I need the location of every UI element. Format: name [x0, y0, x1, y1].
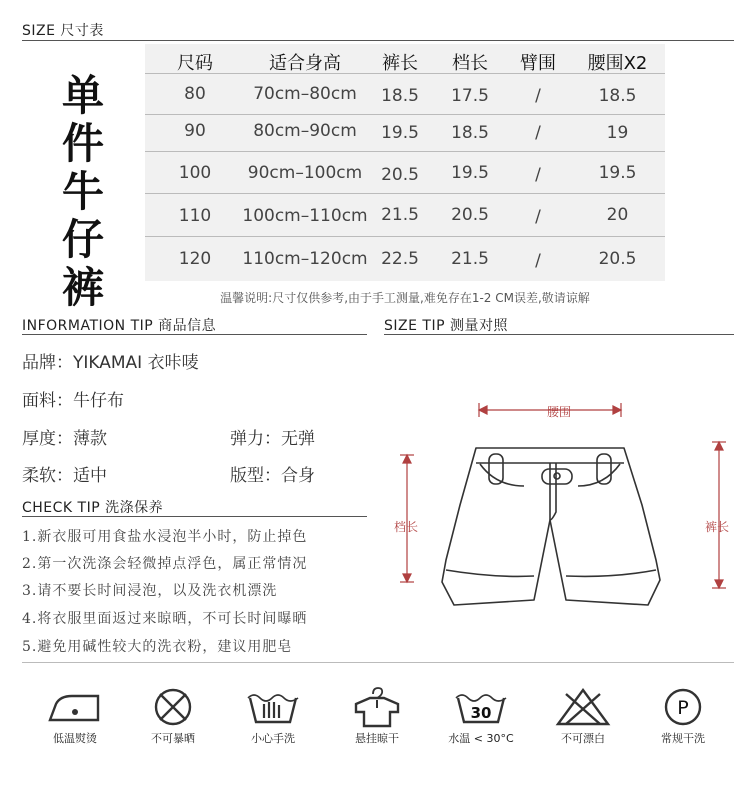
table-cell: 90cm–100cm [247, 163, 363, 183]
table-divider [145, 151, 665, 152]
care-label: 水温 < 30°C [448, 732, 514, 745]
table-cell: 22.5 [381, 249, 419, 269]
table-cell: 21.5 [451, 249, 489, 269]
divider [22, 662, 734, 663]
elasticity-text: 弹力：无弹 [230, 429, 315, 449]
wash-temp-number: 30 [470, 704, 492, 722]
col-header-size: 尺码 [177, 53, 213, 74]
table-cell: 18.5 [598, 86, 637, 106]
table-divider [145, 114, 665, 115]
table-cell: 20 [606, 205, 629, 225]
table-divider [145, 236, 665, 237]
title-char: 件 [61, 119, 104, 168]
care-instruction: 2.第一次洗涤会轻微掉点浮色，属正常情况 [22, 556, 308, 572]
col-header-length: 裤长 [382, 53, 418, 74]
care-label: 低温熨烫 [53, 732, 97, 745]
table-cell: 100cm–110cm [242, 206, 368, 226]
care-label: 不可漂白 [561, 732, 605, 745]
thickness-text: 厚度：薄款 [22, 429, 107, 449]
title-char: 牛 [61, 167, 104, 216]
size-tip-title: SIZE TIP 测量对照 [384, 318, 508, 334]
table-cell: 90 [184, 121, 206, 141]
check-section-title: CHECK TIP 洗涤保养 [22, 500, 164, 516]
dry-clean-letter: P [677, 697, 689, 719]
no-sun-icon [138, 686, 208, 728]
table-cell: 19.5 [451, 163, 489, 183]
title-char: 仔 [61, 215, 104, 264]
waist-label: 腰围 [547, 405, 572, 419]
divider [22, 334, 367, 335]
col-header-crotch: 档长 [452, 53, 488, 74]
table-cell: 18.5 [451, 123, 489, 143]
divider [384, 334, 734, 335]
table-cell: 80cm–90cm [253, 121, 357, 141]
hand-wash-icon [238, 686, 308, 728]
table-cell: 17.5 [451, 86, 489, 106]
iron-icon [40, 686, 110, 728]
col-header-height: 适合身高 [269, 53, 341, 74]
table-cell: / [535, 86, 541, 106]
table-cell: 19.5 [598, 163, 637, 183]
table-cell: 110 [178, 206, 212, 226]
care-instruction: 1.新衣服可用食盐水浸泡半小时，防止掉色 [22, 529, 308, 545]
table-cell: 80 [184, 84, 206, 104]
hang-dry-icon [342, 686, 412, 728]
brand-text: 品牌：YIKAMAI 衣咔唛 [22, 353, 199, 373]
size-note: 温馨说明:尺寸仅供参考,由于手工测量,难免存在1-2 CM误差,敬请谅解 [220, 291, 590, 305]
care-label: 常规干洗 [661, 732, 705, 745]
care-label: 小心手洗 [251, 732, 295, 745]
dry-clean-icon [648, 686, 718, 728]
table-divider [145, 193, 665, 194]
care-label: 悬挂晾干 [355, 732, 399, 745]
table-cell: / [535, 165, 541, 185]
col-header-waist: 腰围X2 [587, 53, 648, 74]
care-label: 不可暴晒 [151, 732, 195, 745]
table-cell: / [535, 123, 541, 143]
table-cell: 120 [178, 249, 212, 269]
table-cell: 110cm–120cm [242, 249, 368, 269]
table-cell: 20.5 [598, 249, 637, 269]
fabric-text: 面料：牛仔布 [22, 391, 124, 411]
table-cell: 70cm–80cm [253, 84, 357, 104]
table-cell: 20.5 [381, 165, 419, 185]
table-cell: / [535, 207, 541, 227]
col-header-arm: 臂围 [520, 53, 556, 74]
wash-30-icon [446, 686, 516, 728]
size-section-title: SIZE 尺寸表 [22, 23, 104, 39]
shorts-diagram [384, 390, 744, 620]
table-cell: 19.5 [381, 123, 419, 143]
table-cell: 100 [178, 163, 212, 183]
care-instruction: 5.避免用碱性较大的洗衣粉，建议用肥皂 [22, 639, 293, 655]
table-cell: 21.5 [381, 205, 419, 225]
product-vertical-title [58, 72, 108, 312]
crotch-label: 档长 [394, 520, 419, 534]
care-instruction: 3.请不要长时间浸泡，以及洗衣机漂洗 [22, 583, 278, 599]
softness-text: 柔软：适中 [22, 466, 107, 486]
title-char: 裤 [61, 263, 104, 312]
pants-length-label: 裤长 [705, 520, 730, 534]
table-divider [145, 73, 665, 74]
table-cell: / [535, 251, 541, 271]
table-cell: 18.5 [381, 86, 419, 106]
divider [22, 516, 367, 517]
table-cell: 19 [606, 123, 629, 143]
divider [22, 40, 734, 41]
info-section-title: INFORMATION TIP 商品信息 [22, 318, 217, 334]
table-cell: 20.5 [451, 205, 489, 225]
fit-text: 版型：合身 [230, 466, 315, 486]
no-bleach-icon [548, 686, 618, 728]
care-instruction: 4.将衣服里面返过来晾晒，不可长时间曝晒 [22, 611, 308, 627]
title-char: 单 [61, 71, 104, 120]
